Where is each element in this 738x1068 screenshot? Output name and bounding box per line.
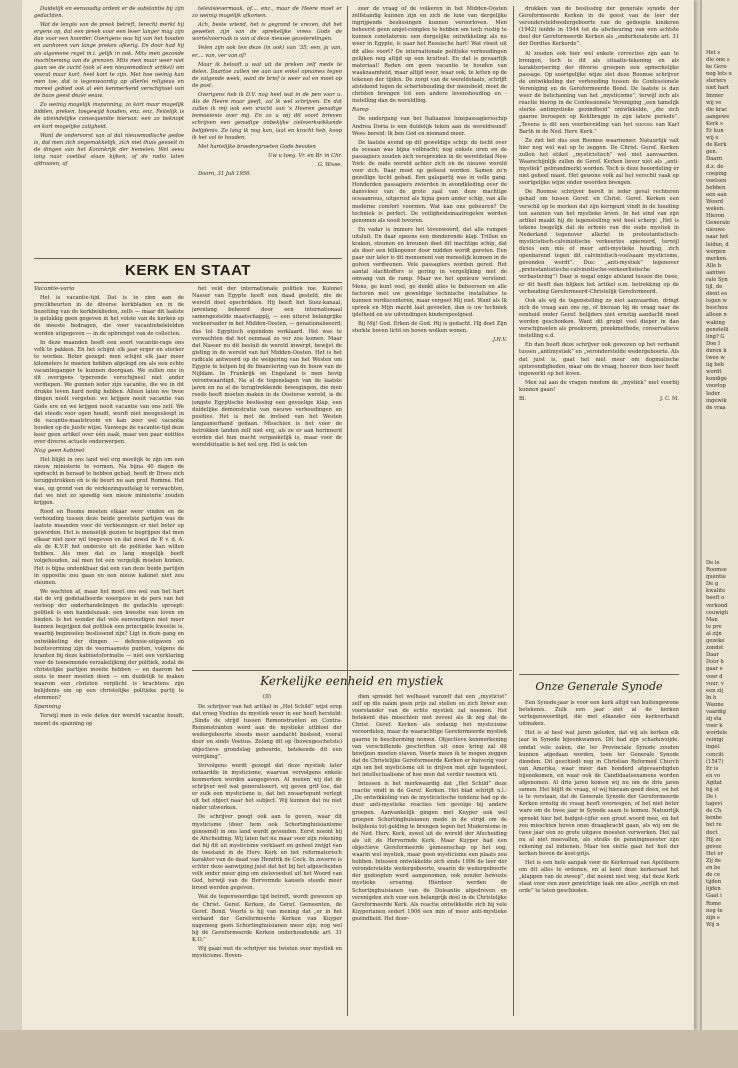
- paragraph: Velen zijn ook ten deze (in ook) van '35; een, ja van, er.... van, ver van of!: [192, 45, 342, 59]
- fragment: kondige: [706, 376, 727, 383]
- fragment: gezeke: [706, 638, 725, 645]
- fragment: quentie: [706, 574, 726, 581]
- table-surface: [0, 1030, 738, 1068]
- fragment: nog te: [706, 907, 723, 914]
- signature-line: Uw u toeg. Vr. en Br. in Chr.: [268, 152, 342, 159]
- paragraph: Maar ik belooft u wat uit de preken zelf mede te delen. Daartoe zullen we aan aan enkel opnames tegen de volgende week, want de brief is weer vol en moet op de post.: [192, 61, 342, 89]
- header-rule: [192, 670, 512, 671]
- fragment: gevoe: [706, 843, 722, 850]
- fragment: aangewe: [706, 113, 730, 120]
- fragment: kwalite: [706, 588, 726, 595]
- fragment: voetsen: [706, 177, 727, 184]
- col2-mystiek: [192, 704, 342, 1016]
- fragment: weken.: [706, 206, 725, 213]
- fragment: alleen n: [706, 312, 727, 319]
- paragraph: Men zal aan de vragen rondom de „mystiek” niet voorbij kunnen gaan!: [519, 379, 679, 393]
- paragraph: televisievermaak, of.... enz., maar de Heere moet er zo weinig mogelijk afkomen.: [192, 6, 342, 20]
- fragment: voor d: [706, 673, 723, 680]
- fragment: Rome: [706, 900, 722, 907]
- paragraph: De ondergang van het Italiaanse luxepassagiersschip Andrea Doria is een duidelijk teken aan de wereldwand! Wees bereid: Ik ben God en niemand meer.: [352, 116, 507, 137]
- fragment: lig beh: [706, 362, 725, 369]
- fragment: d.z. de: [706, 163, 724, 170]
- paragraph: De laatste avond op dit geweldige schip: de tocht over de oceaan was bijna volbracht; nog enkele uren en de passagiers zouden zich verspreiden in de wereldstad New York: de oude wereld achter zich en de nieuwe wereld voor zich. Daar moet op gefeest worden. Samen zo'n gezellige tocht gehad. Een galapartij was in volle gang. Honderden passagiers zwierden in avondkleding over de dansvloer van de grote zaal van deze machtige oceaanreus, uitgerust als bijna geen ander schip, van alle moderne comfort voorzien. Wat kan ons gebeuren? De techniek is perfect. De veiligheidsmaatregelen worden genomen als nooit tevoren.: [352, 139, 507, 224]
- fragment: Man: [706, 616, 718, 623]
- fragment: al zijn: [706, 630, 722, 637]
- fragment: voor k: [706, 723, 723, 730]
- fragment: reinigi: [706, 737, 724, 744]
- paragraph: Duidelijk en eenvoudig ordent er de substantie bij zijn gedachten.: [34, 6, 184, 20]
- fragment: aantwo: [706, 269, 726, 276]
- fragment: Door h: [706, 659, 724, 666]
- fragment: kenbe: [706, 815, 722, 822]
- article-title-kerk-en-staat: KERK EN STAAT: [125, 262, 251, 279]
- fragment: te pre: [706, 623, 722, 630]
- paragraph: drukken van de beslissing der generale synode der Gereformeerde Kerken in de geest van de leer der verondersteldwedergeboorte van de gedoopte kinderen (1942) leidde in 1944 tot de afscheuring van een achtste deel der Gereformeerde Kerken als „onderhoudende art. 31 der Dordtse Kerkorde”.: [519, 6, 679, 48]
- fragment: Daarn: [706, 156, 723, 163]
- article-title-mystiek: Kerkelijke eenheid en mystiek: [260, 674, 444, 688]
- fragment: vuur, v: [706, 680, 724, 687]
- fragment: wij o: [706, 135, 719, 142]
- adjacent-page-edge: [700, 0, 738, 1068]
- col3-top: [352, 6, 507, 666]
- paragraph: En dan heeft deze schrijver ook gewezen op het verband tussen „antimystiek” en „veronderstelde wedergeboorte. Als dat juist is, gaat het niet meer om dogmatische spitsvondigheden, maar om de vraag, hoever deze leer heeft ingewerkt op het leven.: [519, 342, 679, 377]
- fragment: de Ch: [706, 808, 722, 815]
- fragment: hebben: [706, 184, 726, 191]
- col1-body: [34, 286, 184, 1016]
- fragment: In h: [706, 694, 717, 701]
- roman-numeral: [192, 694, 342, 704]
- paragraph: Ook als wij de tegenstelling zo niet aanvaarden, dringt zich de vraag aan ons op, of hieraan bij de vraag naar de eenheid onder Geref. belijders niet ernstig aandacht moet worden geschonken. Want dit gruipt veel dieper in dan verschijnselen als preekvorm, preekmethode, conservatieve instelling e.d.: [519, 297, 679, 340]
- section-heading-ramp: Ramp: [352, 107, 369, 114]
- fragment: Roomse: [706, 567, 727, 574]
- fragment: ke Gero: [706, 64, 727, 71]
- fragment: gaar e: [706, 666, 723, 673]
- paragraph: En vadar is immers het tovenwoord, dat alle rampen uitsluit. En daar opeens een donderende klap. Trillen en kraken, steunen en kreunen doet dit machtige schip, dat als door een blikopener door midden wordt gereten. Een paar uur later is dit monument van menselijk kunnen in de golven verdwenen. Vele passagiers worden gered. Het aantal slachtoffers is gering in vergelijking met de omvang van de ramp. Maar we het opnieuw verstond: Mens, ge kunt veel, ge denkt alles te beheersen en alle factoren met uw geweldige technische installaties te kunnen verdisconteren, maar vergeet Mij niet. Want als Ik spreek en Mijn macht laat gevoelen, dan is uw techniek ijdelheid en uw uitvindingen kinderspeelgoed.: [352, 226, 507, 318]
- fragment: duren h: [706, 347, 727, 354]
- fragment: Wij n: [706, 921, 720, 928]
- fragment: een aan: [706, 191, 727, 198]
- fragment: het re: [706, 822, 722, 829]
- fragment: verkond: [706, 602, 728, 609]
- paragraph: Vervolgens wordt gezegd dat deze mystiek later ontaardde in mysticisme, waarvan vervolgens enkele kenmerken worden aangegeven. Al menen wij dat de schrijver wel wat generaliseert, wij geven grif toe, dat er zulk een mysticisme is, dat het zwaartepunt verlegt uit het object naar het subject. Wij kunnen dat nu niet nader uitwerken.: [192, 762, 342, 812]
- fragment: wij ve: [706, 99, 722, 106]
- paragraph: Het is vacantie-tijd. Dat is te zien aan de precikbeurten in de diverse kerkbladen en in de bezetting van de kerkbeklieden, zelfs — maar dit laatste is gelukkig geen gegeven in het volste van de kerken op de meeste bedragen, die voor vacantiebeleleiden worden uitgegeven — in de opbrengst van de collecten.: [34, 295, 184, 337]
- fragment: tagevi: [706, 801, 723, 808]
- section-heading-vacantie: Vacantie-varia: [34, 286, 75, 292]
- fragment: De i: [706, 794, 717, 801]
- fragment: Generale: [706, 220, 730, 227]
- fragment: Het s: [706, 50, 720, 56]
- fragment: (1547): [706, 758, 724, 765]
- fragment: ingewik: [706, 397, 727, 404]
- fragment: en be: [706, 865, 721, 872]
- fragment: gen.: [706, 149, 718, 156]
- paragraph: De Roomse schrijver berelt in ieder geval rechteren gehad om tussen Geref. en Christ. Geref. Kerken een verschil op te merken dat zijn kernpunt vindt in de houding ten aanzien van het mystieke leven. In het eind van zijn artikel maakt hij de tegenstelling wel heel scherp: „Het is tekens toegelijk dat de erfenis van die oude mystiek in Nederland tegenover allerlei in protestantistisch-mysticistisch-calvinistische verkeertes spiereerd, terwijl dicies een mis of meer anti-mystieke houding, zich openbarend tegen dit calvinistisch-voelsaam mysticisme, gevonden wordt”. Dus: „anti-mystiek” tegenover „pretestantistische-calvinistische-verkeerlistische verbastering”! Daar is nogal enige afstand tussen die twee, er dit heeft dan blijken het artikel o.m. betrekking op de verhouding Gereformeerd-Christelijk Gereformeerd.: [519, 189, 679, 295]
- fragment: Immer: [706, 92, 724, 99]
- fragment: vaardig: [706, 708, 726, 715]
- paragraph: Bij Mij! God. Erken de God. Hij is gedacht. Hij doet Zijn sterkte boven licht en boven wolken wonen.: [352, 321, 507, 335]
- fragment: beschou: [706, 305, 728, 312]
- fragment: Het er: [706, 850, 723, 857]
- header-rule: [34, 258, 342, 259]
- col1-letter: [34, 6, 184, 252]
- paragraph: De schrijver poogt ook aan te geven, waar dit mysticisme (door hem ook Schortinghuisianisme genoemd) in ons land wordt gevonden. Eerst noemt hij de Afscheiding. Wij laten het nu maar voor zijn rekening dat hij dit uit mysticisme verklaart en geheel zwijgt van de toestand in de Herv. Kerk en het reformatorisch karakter van de daad van Hendrik de Cock. In zoverre is echter deze aanwijzing juist dat het bij het afgescheiden volk onder meer ging om zielsvoedsel uit het Woord van God, terwijl van de Hervormde kansels steeds meer brood werden gegeven.: [192, 814, 342, 892]
- fragment: Gaat i: [706, 893, 722, 900]
- paragraph: Wij gaan met de schrijver nie twisten over mystiek en mysticisme. Boven-: [192, 946, 342, 960]
- paragraph: Want de ondervorst van al dat nieuwmodische gedoe is, dat men zich ongemakkelijk, zich niet thuis gevoelt in de dingen van het Koninkrijk der hemelen. Wel aeeu lang naar voetbal staan kijken, of de radio laten afdraaien, of: [34, 132, 184, 167]
- col4-synode: [519, 700, 679, 1016]
- paragraph: Intussen is het merkwaardig dat „Het Schild” deze reactie vindt in de Geref. Kerken. Het blad schrijft n.l.: „De ontwikkeling van de mysticistische tendenz had op de duur anti-mystieke reacties ten gevolge bij andere groepen. Aanvankelijk gingen met Kuyper ook wel groepen Schortinghuisianen mede in de strijd om de belijdenis tot gelding te brengen tegen het Modernisme in de Ned. Herv. Kerk, zowel uit de wereld der Afscheiding als uit de Hervormde Kerk. Maar Kuyper had een objectieve Gereformeerde gemeenschap op het oog, waarin wel mystiek, maar geen mysticisme een plaats zou hebben. Intussen ontwikkelde zich sinds 1906 de leer der veronderstelde wedergeboorte, waarin de wedergeboorte der gedoopten werd aangenomen, ook zonder bewuste mystieke ervaring. Hierdoor werden de Schortinghuisianen van de Doleantie afgedreven en verenigden zich voor een belangrijk deel in de Christelijke Gereformeerde Kerk. Als reactie ontwikkelde zich bij vele Kuyperianen sedert 1906 een min of meer anti-mystieke gezindheid. Het door-: [352, 781, 507, 922]
- fragment: ceuwigh: [706, 609, 729, 616]
- fragment: coeping: [706, 170, 727, 177]
- header-rule: [34, 282, 342, 283]
- paragraph: Wat de tegenwoordige tijd betreft, wordt gewezen op de Christ. Geref. Kerken, de Geref. Gemeenten, de Geref. Bond. Voorts is hij van mening dat „er in het verband der Gereformeerde Kerken van Kuyper nagenoeg geen Schortinghuisianen meer zijn; nog wel bij de Gereformeerde Kerken onderhoudende art. 31 K.O.”: [192, 894, 342, 943]
- col4-top: [519, 6, 679, 666]
- part-number: (II): [262, 694, 272, 700]
- signature-row: [519, 396, 679, 403]
- paragraph: Ach, beste vriend, het is gegrond te vrezen, dat het geweten zijn van de sprekelijke vrees Gods de wortelvoorraak is van al deze nieuwe gezeterelingen.: [192, 22, 342, 43]
- fragment: die one s: [706, 57, 730, 64]
- fragment: Alle b: [706, 262, 722, 269]
- fragment: werpen: [706, 248, 726, 255]
- fragment: zondst: [706, 645, 724, 652]
- fragment: Hieron: [706, 213, 725, 220]
- fragment: ingel.: [706, 744, 721, 751]
- paragraph: dien spreekt het welhaast vanzelf dat een „mysticist” zelf op die naam geen prijs zal stellen en zich liever een voorstander van de echte mystiek zal noemen. Het betekent dus misschien niet zoveel als ik zeg dat de Christ. Geref. Kerken als zodanig het mysticisme veroordelen, maar de waarachtige Gereformeerde mystiek gaarne in bescherming nemen. Objectieve kenmerkening van verschillende geschriften uit onze kring zal dit bewijzen moeten staven. Voorts meen ik te mogen zeggen dat de Christelijke Gereformeerde Kerken er huiverig voor zijn om het mysticisme uit te drijven met zijn tegendeel, het intellectualisme of hoe men dat verder noemen wil.: [352, 694, 507, 779]
- fragment: Er kun: [706, 128, 724, 135]
- fragment: een zij: [706, 687, 724, 694]
- col3-mystiek: [352, 694, 507, 1016]
- fragment: Woord: [706, 198, 724, 205]
- fragment: die krac: [706, 106, 728, 113]
- fragment: Doe I: [706, 340, 721, 347]
- fragment: doct: [706, 829, 718, 836]
- signature-name: G. Wisse.: [317, 161, 342, 168]
- fragment: niet hart: [706, 85, 729, 92]
- header-rule: [519, 674, 679, 675]
- adjacent-column-bottom: [706, 560, 738, 1030]
- paragraph: Rood en Rooms moeten elkaar weer vinden en de verhouding tussen deze beide grootste partijen was de laatste maanden voor de verkiezingen er niet beter op geworden. Het is menselijk gezien te begrijpen dat men elkaar niet zeer wil toegeven en dat zowel de P. v. d. A. als de K.V.P. het onderste uit de politieke kan willen hebben. Als men dat zo lang mogelijk heeft volgehouden, zal men tot een vergelijk moeten komen. Het is bijna ondenkbaar dat een van deze beide partijen in oppositie zou gaan en een nieuw kabinet niet zou steunen.: [34, 508, 184, 586]
- col2-body: [192, 286, 342, 666]
- letter-date: Doorn, 31 Juli 1956.: [198, 170, 252, 177]
- fragment: wordele: [706, 730, 728, 737]
- fragment: dient ee: [706, 291, 728, 298]
- fragment: Wanne: [706, 701, 724, 708]
- fragment: conciti: [706, 751, 724, 758]
- fragment: Zij de: [706, 857, 721, 864]
- fragment: wordt: [706, 369, 722, 376]
- signature-right: J. C. M.: [659, 395, 679, 402]
- paragraph: Zo ziet het dus een Roomse waarnemer. Natuurlijk valt hier nog wel wat op te zeggen. De Christ. Geref. Kerken zullen het etiket „mysticistisch” wel niet aanvaarden. Waarschijnlijk zullen de Geref. Kerken liever niet als „anti-mystiek” gebrandmerkt worden. Toch is deze beoordeling er niet geheel naast. Het gewone volk zal het verschil vaak op soortgelijke wijze onder woorden brengen.: [519, 137, 679, 187]
- signature-left: Bl.: [519, 395, 527, 402]
- fragment: voorlop: [706, 383, 726, 390]
- fragment: hij st: [706, 787, 720, 793]
- fragment: twee w: [706, 355, 725, 362]
- paragraph: De schrijver van het artikel in „Het Schild” wijst erop dat vroeg Voetius de mystiek weer in eer heeft hersteld: „Sinds de strijd tussen Remonstranten en Contra-Remonstranten werd aan de mystieke uitbloei der wedergeboorte steeds meer aandacht besteed, vooral door en sinds Voetius. Zolang dit op (bovengeschetste) objectieve grondslag gebeurde, betekende dit een verrijking”.: [192, 704, 342, 760]
- fragment: Kerk s: [706, 120, 723, 127]
- fragment: heeft o: [706, 595, 725, 602]
- paragraph: In deze maanden heeft een soort vacantie-rage ons volk te pakken. En het schijnt elk jaar erger en sterker te worden. Beter gezegd: men schijnt elk jaar meer kilometers te moeten hebben afgelegd om als een echte vacantieganger te kunnen doorgaan. We zullen ons in dit overigens typerende verschijnsel niet ander verdiepen. We gunnen ieder zijn vacantie, die we in dit drukke leven hard nodig hebben. Alleen laten we twee dingen noolt vergeten: we krijgen nooit vacantie van Gods ere en we krijgen nooit vacantie van ons zelf. We dat steeds voor ogen houdt, wordt niet meegesleept in de vacantie-maalstroom en kan zeer wel vacantie houden op de juiste wijze. Vanwege de vacantie-tijd deze keer geen artikel over één zaak, maar een paar notities over diverse actuele onderwerpen.: [34, 339, 184, 445]
- fragment: waking: [706, 319, 725, 326]
- fragment: Daar: [706, 652, 719, 659]
- adjacent-column-top: [706, 50, 738, 490]
- fragment: genstelli: [706, 326, 729, 333]
- paragraph: Een Synode-jaar is voor een kerk altijd van buitengewone betekenis. Zulk een jaar ziet al de kerken vertegenwoordigd, die met elkander één kerkverband uitmaken.: [519, 700, 679, 728]
- fragment: steriers: [706, 78, 727, 85]
- fragment: naar het: [706, 234, 729, 241]
- fragment: zijn s: [706, 914, 720, 921]
- paragraph: het veld der internationale politiek toe. Kolonel Nasser van Egypte heeft een daad gesteld, die de wereld doet opschrikken. Hij heeft het Suez-kanaal, jarenlang beheerd door een internationaal samengestelde maatschappij, — een uiterst belangrijke verkeersader in het Midden-Oosten, — genationaliseerd; dus tot Egyptisch eigendom verklaard. Het was te verwachten dat het eenmaal zo ver zou komen. Maar dat Nasser nu dit besluit de wereld inwerpt, bewijst de gisting in de wereld van het Midden-Oosten. Het is het radicale antwoord op de weigering van het Westen om Egypte te helpen bij de financiering van de bouw van de Nijldam. In Frankrijk en Engeland is men hevig verontwaardigd. Na al de tegenslagen van de laatste jaren en na al de terugtrekkende bewegingen, die men reeds heeft moeten maken in de Oosterse wereld, is de jongste Egyptische beslissing een gevoelige klap, een duidelijke demonstratie van nieuwe verhoudingen en posities. Het is met de invloed van het Westen langzamerhand gedaan. Misschien is het voor de betrokken landen zelf niet erg, als ze er aan herinnerd worden dat hun macht vergankelijk is, maar voor de wereldsituatie is het wel erg. Het is ook ten: [192, 286, 342, 449]
- fragment: en vo: [706, 772, 721, 779]
- paragraph: We wachten af, maar het moet ons wel van het hart dat de vrij gedetailleerde weergave in de pers van het verloop der onderhandelingen de gedachte oproept: politiek is een handelszaak: een kwestie van loven en bieden. Is het wonder dat vele eenvoudigen niet meer kunnen begrijpen dat politiek een principiële kwestie is, waarbij beginselen beslissend zijn? Ligt in deze gang en ontwikkeling der dingen — defensie-uitgaven en bezitsvorming zijn de voornaamste punten, volgens de kranten bij deze kabinetsformatie — niet een verklaring voor de toenemende verzakelijking der politiek, zodat de christelijke partijen moeite hebben — en daarom het eens te meer moeten doen — om duidelijk te maken waarom een christen verplicht is krachtens zijn belijdenis om op een christelijke politieke partij te stemmen?: [34, 588, 184, 702]
- fragment: Ieder: [706, 390, 720, 397]
- paragraph: Met hartelijke broedergroeten Gode bevolen: [198, 143, 316, 150]
- fragment: de ce: [706, 872, 721, 879]
- section-heading-kabinet: Nog geen kabinet: [34, 448, 85, 455]
- fragment: De le: [706, 560, 720, 566]
- fragment: De g: [706, 581, 719, 588]
- paragraph: Al zouden ook hier wel enkele correcties zijn aan te brengen, toch is dit als situatie-tekening en als karakterisering der diverse groepen een opmerkelijke passage. Op soortgelijke wijze ziet deze Roomse schrijver de ontwikkeling der verhouding tussen de Confessionele Vereniging en de Gereformeerde Bond. De laatste is dan weer de belichaming van het „mysticisme”, terwijl zich als reactie hierop in de Confessionele Vereniging „een tamelijk sterke antimystieke gezindheid” ontwikkelde, „die zich gaarne beroepen op Kohlbrugge in zijn latere periode”. „Tevens is dit een voorbereiding van het succes van Karl Barth in de Ned. Herv. Kerk.”: [519, 50, 679, 135]
- fragment: de vraa: [706, 404, 726, 411]
- fragment: tijden: [706, 879, 722, 886]
- column-rule: [347, 6, 348, 1016]
- paragraph: Overigens heb ik D.V. nog heel wat in de pen voor u. Als de Heere maar geeft, zal ik wel schrijven. En dat zullen ik mij ook een vrucht van 's Heeren genadige bemoeienis over mij. En zo u wij dit soort brieven schrijven een genadige onbekijke zielsverkwikkende belijdenis. Zo lang ik nog kan, laat en kracht heb, koop ik het vol te houden.: [192, 92, 342, 141]
- paragraph: Terwijl men in vele delen der wereld vacantie houdt, neemt de spanning op: [34, 713, 184, 727]
- paragraph: Wat de lengte van de preek betreft, terecht merkt hij ergens op, dat een preek voor een leser langer mag zijn dan voor een hoorder. Overigens was hij van het houden en aanhoren van lange preken afkerig. En door had hij als algemene regel m.i. gelijk in ook. Mits men gezonde inachtneming van de grenzen. Mits men maar weer niet gaan we de zucht (ook al een nieuwmodisch artikel) om vooral maar kort, heel kort te zijn. Met hoe weinig kan men toe, dat is tegenwoordig op allerlei religieus en moreel gebied ook al een kenmerkend verschijnsel van de boze geest dezer eeuw.: [34, 22, 184, 100]
- fragment: Er is: [706, 765, 719, 772]
- section-heading-spanning: Spanning: [34, 704, 61, 711]
- fragment: Hij ze: [706, 836, 722, 843]
- fragment: merken.: [706, 255, 728, 262]
- fragment: zij sta: [706, 716, 722, 723]
- col2-letter: [192, 6, 342, 252]
- newspaper-page: [22, 0, 694, 1030]
- article-title-synode: Onze Generale Synode: [535, 680, 663, 693]
- paragraph: Het is een hele aanpak voor de Kerkeraad van Apeldoorn om dit alles te ordenen, en al kent deze kerkeraad het „klappen van de zweep”, dat neemt niet weg, dat deze Kerk staat voor een zeer gewichtige taak om alles „eerlijk en met orde” te laten geschieden.: [519, 860, 679, 895]
- fragment: lijl, de: [706, 284, 723, 291]
- fragment: lijden: [706, 886, 721, 893]
- fragment: de Kerk: [706, 142, 727, 149]
- paragraph: Het blijkt in ons land wel erg moeilijk te zijn om een nieuw ministerie te vormen. Na bijna 40 dagen de opdracht in beraad te hebben gehad, heeft dr Drees zich teruggetrokken en is de beurt nu aan prof. Romme. Het was, op grond van de verkiezingsuitslag te verwachten, dat we niet zo spoedig een nieuw ministerie zouden krijgen.: [34, 457, 184, 506]
- fragment: Agitat: [706, 779, 722, 786]
- fragment: rale Syn: [706, 277, 728, 283]
- fragment: ling? G: [706, 333, 725, 340]
- fragment: leiden, d: [706, 241, 729, 248]
- author-initials: J.H.V.: [493, 337, 507, 344]
- fragment: nieuwe: [706, 227, 725, 234]
- fragment: nog lets u: [706, 71, 732, 78]
- fragment: tegen w: [706, 298, 727, 305]
- column-rule: [513, 6, 514, 1016]
- paragraph: Zo weinig mogelijk inspanning, zo kort maar mogelijk bidden, preken, toegewijd houden, enz. enz. Feitelijk is de uiteindelijke consequentie hiervan: een zo beknopt en kort mogelijke zaligheid.: [34, 102, 184, 130]
- paragraph: Het is al heel wat jaren geleden, dat wij als kerken elk jaar in Synode bijeenkwamen. Dit had zijn schaduwzijde, omdat vele zaken, die ter Provinciale Synode zouden kunnen afgedaan worden, toen ter Generale Synode dienden. Dit geschiedt nog in Christian Reformed Church van Amerika, waar meer dan honderd afgevaardigden bijeenkomen, en waar ook de Candidaatsexamens worden afgenomen. Al drie jaren komen wij nu om de drie jaren samen. Het blijft de vraag, of wij hieraan goed doen, en het is te verstaan, dat de Generale Synode der Gereformeerde Kerken ernstig de vraag heeft overwogen, of het niet beter ware om de twee jaar in Synode saam te komen. Natuurlijk spreekt hier het budget-cijfer een groot woord mee, en het zou misschien boven onze draagkracht gaan, als wij om de twee jaar een zo grote uitgave moesten verwerken. Het zal nu al niet meevallen, als straks de penningmeester zijn rekening zal indienen. Maar ten slotte gaat het heil der kerken boven de kost-prijs.: [519, 730, 679, 857]
- paragraph: zeer de vraag of de volkeren in het Midden-Oosten zelfstandig kunnen zijn en zich de luxe van dergelijke ingrijpende beslissingen kunnen veroorloven. Men beheerst geen angst-complex te hebben om toch rustig te kunnen constateren: een dergelijke ontwikkeling als nu weer in Egypte, is naar het Russische hart! Wat vloeit uit dit alles voort? De internationale politieke verhoudingen gelijken nog altijd op een kruitvat. En dat is gevaarlijk materiaal! Reden om geen vacantie te houden van waakzaamheid, maar altijd weer, waar ook, te letten op de tekenen der tijden. De zorgt van de wereldstaats, schrijft afstekend tegen de schertsbouding der mensheid, moet de christen brengen tot een andere levenshouding en -instelling dan de wereldling.: [352, 6, 507, 105]
